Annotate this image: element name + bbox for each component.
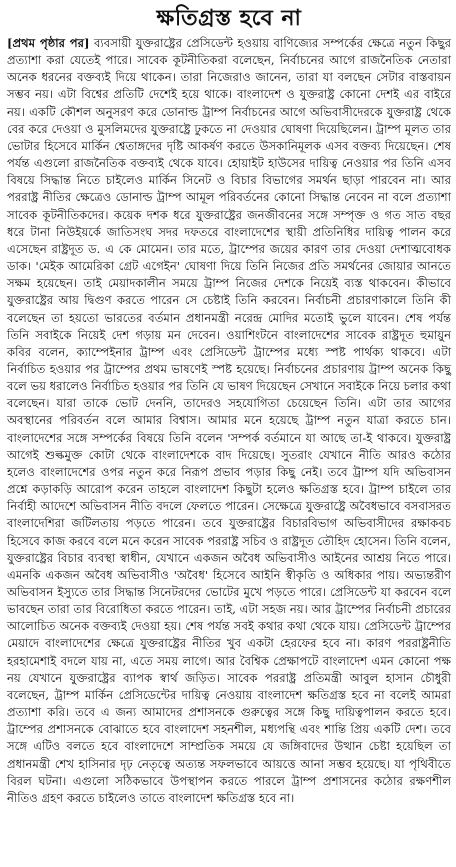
article-body-text: ব্যবসায়ী যুক্তরাষ্ট্রের প্রেসিডেন্ট হওয়ায় বাণিজ্যের সম্পর্কের ক্ষেত্রে নতুন কিছুর প্রত্যাশা করা যেতেই পারে। সাবেক কূটনীতিকরা বলেছেন, নির্বাচনের আগে রাজনৈতিক নেতারা অনেক ধরনের বক্তব্যই দিয়ে থাকেন। তারা নিজেরাও জানেন, তারা যা বলছেন সেটার বাস্তবায়ন সম্ভব নয়। এটা বিশ্বের প্রতিটি দেশেই হয়ে থাকে। বাংলাদেশ ও যুক্তরাষ্ট্র কোনো দেশই এর বাইরে নয়। একটি কৌশল অনুসরণ করে ডোনাল্ড ট্রাম্প নির্বাচনের আগে অভিবাসীদেরকে যুক্তরাষ্ট্র থেকে বের করে দেওয়া ও মুসলিমদের যুক্তরাষ্ট্রে ঢুকতে না দেওয়ার ঘোষণা দিয়েছিলেন। ট্রাম্প মূলত তার ভোটার হিসেবে মার্কিন শ্বেতাঙ্গদের দৃষ্টি আকর্ষণ করতে উসকানিমূলক এসব বক্তব্য দিয়েছেন। শেষ পর্যন্ত এগুলো রাজনৈতিক বক্তব্যই থেকে যাবে। হোয়াইট হাউসের দায়িত্ব নেওয়ার পর তিনি এসব বিষয়ে সিদ্ধান্ত নিতে চাইলেও মার্কিন সিনেট ও বিচার বিভাগের সমর্থন ছাড়া পারবেন না। আর পররাষ্ট্র নীতির ক্ষেত্রেও ডোনাল্ড ট্রাম্প আমূল পরিবর্তনের কোনো সিদ্ধান্ত নেবেন না বলে প্রত্যাশা সাবেক কূটনীতিকদের। কয়েক দশক ধরে যুক্তরাষ্ট্রের জনজীবনের সঙ্গে সম্পৃক্ত ও গত সাত বছর ধরে টানা নিউইয়র্কে জাতিসংঘ সদর দফতরে বাংলাদেশের স্থায়ী প্রতিনিধির দায়িত্ব পালন করে এসেছেন রাষ্ট্রদূত ড. এ কে মোমেন। তার মতে, ট্রাম্পের জয়ের কারণ তার দেওয়া দেশাত্মবোধক ডাক। 'মেইক আমেরিকা গ্রেট এগেইন' ঘোষণা দিয়ে তিনি নিজের প্রতি সমর্থনের জোয়ার আনতে সক্ষম হয়েছেন। তাই মেয়াদকালীন সময়ে ট্রাম্প নিজের দেশকে নিয়েই ব্যস্ত থাকবেন। কীভাবে যুক্তরাষ্ট্রের আয় দ্বিগুণ করতে পারেন সে চেষ্টাই তিনি করবেন। নির্বাচনী প্রচারণাকালে তিনি কী বলেছেন তা হয়তো ভারতের বর্তমান প্রধানমন্ত্রী নরেন্দ্র মোদির মতোই ভুলে যাবেন। শেষ পর্যন্ত তিনি সবাইকে নিয়েই দেশ গড়ায় মন দেবেন। ওয়াশিংটনে বাংলাদেশের সাবেক রাষ্ট্রদূত হুমায়ুন কবির বলেন, ক্যাম্পেইনার ট্রাম্প এবং প্রেসিডেন্ট ট্রাম্পের মধ্যে স্পষ্ট পার্থক্য থাকবে। এটা নির্বাচিত হওয়ার পর ট্রাম্পের প্রথম ভাষণেই স্পষ্ট হয়েছে। নির্বাচনের প্রচারণায় ট্রাম্প অনেক কিছু বলে ভয় ধরালেও নির্বাচিত হওয়ার পর তিনি যে ভাষণ দিয়েছেন সেখানে সবাইকে নিয়ে চলার কথা বলেছেন। যারা তাকে ভোট দেননি, তাদেরও সহযোগিতা চেয়েছেন তিনি। এটা তার আগের অবস্থানের পরিবর্তন বলে আমার বিশ্বাস। আমার মনে হয়েছে ট্রাম্প নতুন যাত্রা করতে চান। বাংলাদেশের সঙ্গে সম্পর্কের বিষয়ে তিনি বলেন 'সম্পর্ক বর্তমানে যা আছে তা-ই থাকবে। যুক্তরাষ্ট্র আগেই শুল্কমুক্ত কোটা থেকে বাংলাদেশকে বাদ দিয়েছে। সুতরাং যেখানে নীতি আরও কঠোর হলেও বাংলাদেশের ওপর নতুন করে নিরূপ প্রভাব পড়ার কিছু নেই। তবে ট্রাম্প যদি অভিবাসন প্রশ্নে কড়াকড়ি আরোপ করেন তাহলে বাংলাদেশ কিছুটা হলেও ক্ষতিগ্রস্ত হবে। ট্রাম্প চাইলে তার নির্বাহী আদেশে অভিবাসন নীতি বদলে ফেলতে পারেন। সেক্ষেত্রে যুক্তরাষ্ট্রে অবৈধভাবে বসবাসরত বাংলাদেশিরা জটিলতায় পড়তে পারেন। তবে যুক্তরাষ্ট্রের বিচারবিভাগ অভিবাসীদের রক্ষাকবচ হিসেবে কাজ করবে বলে মনে করেন সাবেক পররাষ্ট্র সচিব ও রাষ্ট্রদূত তৌহিদ হোসেন। তিনি বলেন, যুক্তরাষ্ট্রের বিচার ব্যবস্থা স্বাধীন, যেখানে একজন অবৈধ অভিবাসীও আইনের আশ্রয় নিতে পারে। এমনকি একজন অবৈধ অভিবাসীও 'অবৈধ' হিসেবে আইনি স্বীকৃতি ও অধিকার পায়। অভ্যন্তরীণ অভিবাসন ইস্যুতে তার সিদ্ধান্ত সিনেটরদের ভোটের মুখে পড়তে পারে। প্রেসিডেন্ট যা করবেন বলে ভাবছেন তারা তার বিরোধিতা করতে পারেন। তাই, এটা সহজ নয়। আর ট্রাম্পের নির্বাচনী প্রচারের আলোচিত অনেক বক্তব্যই দেওয়া হয়। শেষ পর্যন্ত সবই কথার কথা থেকে যায়। প্রেসিডেন্ট ট্রাম্পের মেয়াদে বাংলাদেশের ক্ষেত্রে যুক্তরাষ্ট্রের নীতির খুব একটা হেরফের হবে না। কারণ পররাষ্ট্রনীতি হরহামেশাই বদলে যায় না, এতে সময় লাগে। আর বৈশ্বিক প্রেক্ষাপটে বাংলাদেশ এমন কোনো পক্ষ নয় যেখানে যুক্তরাষ্ট্রের ব্যাপক স্বার্থ জড়িত। সাবেক পররাষ্ট্র প্রতিমন্ত্রী আবুল হাসান চৌধুরী বলেছেন, ট্রাম্প মার্কিন প্রেসিডেন্টের দায়িত্ব নেওয়ায় বাংলাদেশ ক্ষতিগ্রস্ত হবে না বলেই আমরা প্রত্যাশা করি। তবে এ জন্য আমাদের প্রশাসনকে গুরুত্বের সঙ্গে কিছু দায়িত্বপালন করতে হবে। ট্রাম্পের প্রশাসনকে বোঝাতে হবে বাংলাদেশ সহনশীল, মধ্যপন্থি এবং শান্তি প্রিয় একটি দেশ। তবে সঙ্গে এটিও বলতে হবে বাংলাদেশে সাম্প্রতিক সময়ে যে জঙ্গিবাদের উত্থান চেষ্টা হয়েছিল তা প্রধানমন্ত্রী শেখ হাসিনার দৃঢ় নেতৃত্বে অত্যন্ত সফলভাবে আয়ত্তে আনা সম্ভব হয়েছে। যা পৃথিবীতে বিরল ঘটনা। এগুলো সঠিকভাবে উপস্থাপন করতে পারলে ট্রাম্প প্রশাসনের কঠোর রক্ষণশীল নীতিও গ্রহণ করতে চাইলেও তাতে বাংলাদেশ ক্ষতিগ্রস্ত হবে না। xyxy=(7,36,452,805)
article-headline: ক্ষতিগ্রস্ত হবে না xyxy=(156,6,302,31)
continued-from-tag: [প্রথম পৃষ্ঠার পর] xyxy=(7,36,90,50)
article-body xyxy=(7,35,451,807)
